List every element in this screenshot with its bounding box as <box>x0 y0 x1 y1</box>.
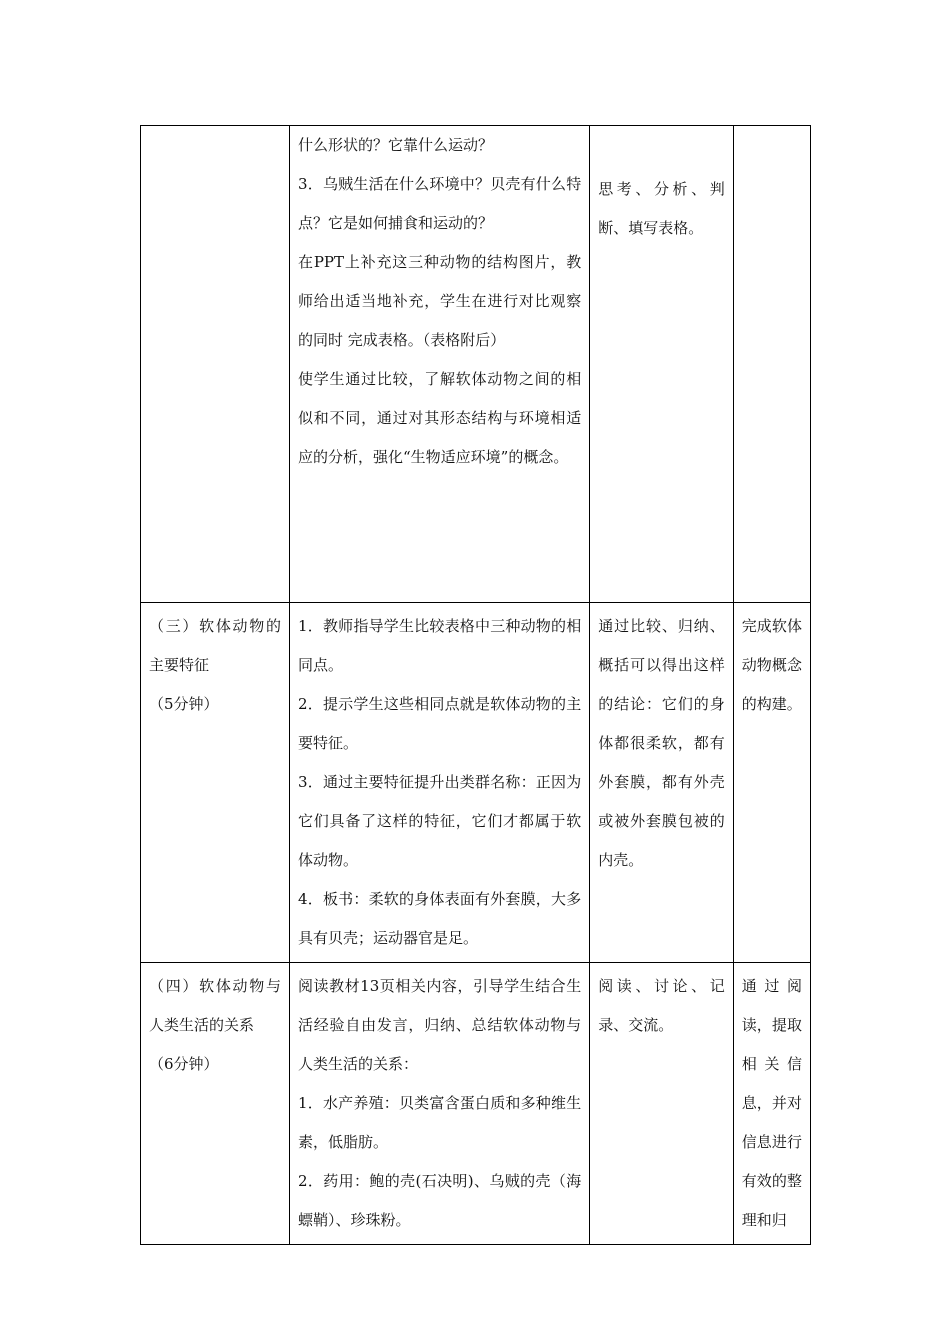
text-paragraph: 1．教师指导学生比较表格中三种动物的相同点。 <box>298 617 582 674</box>
text-paragraph: 完成软体动物概念的构建。 <box>741 617 802 713</box>
design-intent-cell <box>733 126 810 603</box>
design-intent-cell <box>733 963 810 1245</box>
lesson-plan-table <box>140 125 811 1245</box>
text-paragraph: 在PPT上补充这三种动物的结构图片，教师给出适当地补充，学生在进行对比观察的同时 完成表格。（表格附后） <box>298 253 582 349</box>
table-row <box>141 126 811 603</box>
stage-title: （四）软体动物与人类生活的关系 <box>149 977 281 1034</box>
text-paragraph: 阅读、讨论、记录、交流。 <box>598 977 725 1034</box>
text-paragraph: 3．通过主要特征提升出类群名称：正因为它们具备了这样的特征，它们才都属于软体动物。 <box>298 773 582 869</box>
text-paragraph: 使学生通过比较，了解软体动物之间的相似和不同，通过对其形态结构与环境相适应的分析，强化“生物适应环境”的概念。 <box>298 370 582 466</box>
text-paragraph: 什么形状的？它靠什么运动？ <box>298 136 494 154</box>
text-paragraph: 2．药用：鲍的壳(石决明)、乌贼的壳（海螵鞘）、珍珠粉。 <box>298 1172 582 1229</box>
stage-cell <box>141 126 290 603</box>
text-paragraph: 4．板书：柔软的身体表面有外套膜，大多具有贝壳；运动器官是足。 <box>298 890 582 947</box>
stage-title: （三）软体动物的主要特征 <box>149 617 281 674</box>
text-paragraph: 思考、分析、判断、填写表格。 <box>598 180 725 237</box>
stage-duration: （5分钟） <box>149 695 219 713</box>
student-activity-cell <box>590 126 733 603</box>
teacher-activity-cell <box>290 963 590 1245</box>
student-activity-cell <box>590 603 733 963</box>
text-paragraph: 3．乌贼生活在什么环境中？贝壳有什么特点？它是如何捕食和运动的？ <box>298 175 582 232</box>
text-paragraph: 阅读教材13页相关内容，引导学生结合生活经验自由发言，归纳、总结软体动物与人类生活的关系： <box>298 977 582 1073</box>
text-paragraph: 1．水产养殖：贝类富含蛋白质和多种维生素，低脂肪。 <box>298 1094 582 1151</box>
text-paragraph: 通过比较、归纳、概括可以得出这样的结论：它们的身体都很柔软，都有外套膜，都有外壳或被外套膜包被的内壳。 <box>598 617 725 869</box>
text-paragraph: 通过阅读，提取相关信息，并对信息进行有效的整理和归 <box>741 977 802 1229</box>
student-activity-cell <box>590 963 733 1245</box>
text-paragraph: 2．提示学生这些相同点就是软体动物的主要特征。 <box>298 695 582 752</box>
design-intent-cell <box>733 603 810 963</box>
teacher-activity-cell <box>290 126 590 603</box>
stage-cell <box>141 963 290 1245</box>
stage-cell <box>141 603 290 963</box>
teacher-activity-cell <box>290 603 590 963</box>
stage-duration: （6分钟） <box>149 1055 219 1073</box>
table-row <box>141 963 811 1245</box>
table-row <box>141 603 811 963</box>
